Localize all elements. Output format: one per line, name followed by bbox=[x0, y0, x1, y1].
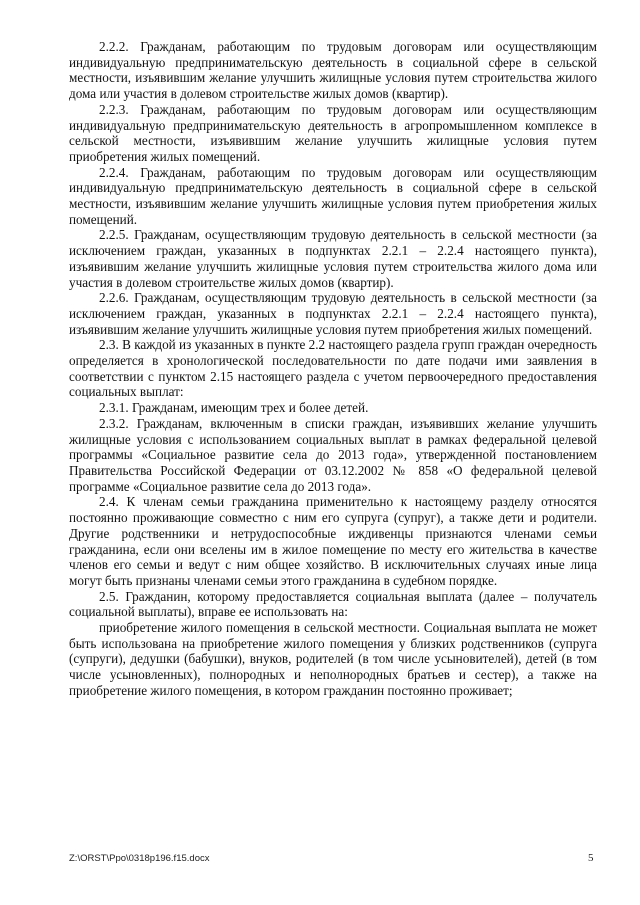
paragraph-housing-purchase: приобретение жилого помещения в сельской местности. Социальная выплата не может быть использована на приобретение жилого помещения у близких родственников (супруга (супруги), дедушки (бабушки), внуков, родителей (в том числе усыновителей), детей (в том числе усыновленных), полнородных и неполнородных братьев и сестер), а также на приобретение жилого помещения, в котором гражданин постоянно проживает; bbox=[69, 620, 597, 698]
document-body bbox=[69, 39, 597, 699]
page-number: 5 bbox=[588, 852, 594, 864]
footer-file-path: Z:\ORST\Ppo\0318p196.f15.docx bbox=[69, 853, 210, 864]
paragraph-2-2-3: 2.2.3. Гражданам, работающим по трудовым договорам или осуществляющим индивидуальную предпринимательскую деятельность в агропромышленном комплексе в сельской местности, изъявившим желание улучшить жилищные условия путем приобретения жилых помещений. bbox=[69, 101, 597, 164]
paragraph-2-3-1: 2.3.1. Гражданам, имеющим трех и более детей. bbox=[99, 400, 369, 416]
paragraph-2-5: 2.5. Гражданин, которому предоставляется социальная выплата (далее – получатель социальной выплаты), вправе ее использовать на: bbox=[69, 588, 597, 620]
paragraph-2-2-4: 2.2.4. Гражданам, работающим по трудовым договорам или осуществляющим индивидуальную предпринимательскую деятельность в социальной сфере в сельской местности, изъявившим желание улучшить жилищные условия путем приобретения жилых помещений. bbox=[69, 164, 597, 227]
paragraph-2-2-5: 2.2.5. Гражданам, осуществляющим трудовую деятельность в сельской местности (за исключением граждан, указанных в подпунктах 2.2.1 – 2.2.4 настоящего пункта), изъявившим желание улучшить жилищные условия путем строительства жилого дома или участия в долевом строительстве жилых домов (квартир). bbox=[69, 227, 597, 290]
paragraph-2-3-2: 2.3.2. Гражданам, включенным в списки граждан, изъявивших желание улучшить жилищные условия с использованием социальных выплат в рамках федеральной целевой программы «Социальное развитие села до 2013 года», утвержденной постановлением Правительства Российской Федерации от 03.12.2002 № 858 «О федеральной целевой программе «Социальное развитие села до 2013 года». bbox=[69, 415, 597, 494]
paragraph-2-2-6: 2.2.6. Гражданам, осуществляющим трудовую деятельность в сельской местности (за исключением граждан, указанных в подпунктах 2.2.1 – 2.2.4 настоящего пункта), изъявившим желание улучшить жилищные условия путем приобретения жилых помещений. bbox=[69, 290, 597, 337]
paragraph-2-2-2: 2.2.2. Гражданам, работающим по трудовым договорам или осуществляющим индивидуальную предпринимательскую деятельность в социальной сфере в сельской местности, изъявившим желание улучшить жилищные условия путем строительства жилого дома или участия в долевом строительстве жилых домов (квартир). bbox=[69, 39, 597, 102]
paragraph-2-4: 2.4. К членам семьи гражданина применительно к настоящему разделу относятся постоянно проживающие совместно с ним его супруга (супруг), а также дети и родители. Другие родственники и нетрудоспособные иждивенцы признаются членами семьи гражданина, если они вселены им в жилое помещение по месту его жительства в качестве членов его семьи и ведут с ним общее хозяйство. В исключительных случаях иные лица могут быть признаны членами семьи этого гражданина в судебном порядке. bbox=[69, 494, 597, 588]
paragraph-2-3: 2.3. В каждой из указанных в пункте 2.2 настоящего раздела групп граждан очередность определяется в хронологической последовательности по дате подачи ими заявления в соответствии с пунктом 2.15 настоящего раздела с учетом первоочередного предоставления социальных выплат: bbox=[69, 337, 597, 400]
